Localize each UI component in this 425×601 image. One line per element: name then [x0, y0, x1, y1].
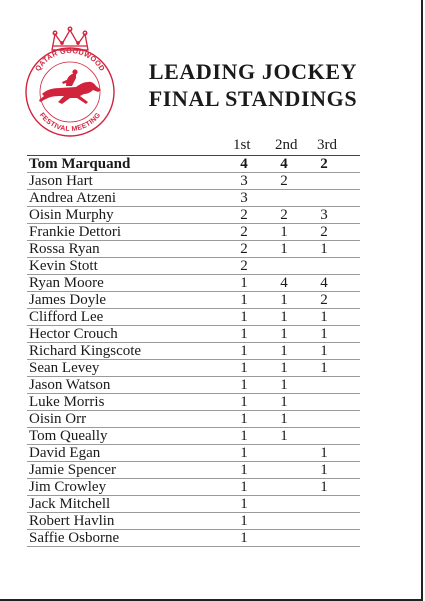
wins-3rd: 4 — [320, 275, 328, 291]
wins-2nd: 4 — [280, 156, 288, 172]
table-row — [27, 496, 360, 513]
table-row — [27, 241, 360, 258]
jockey-name: Hector Crouch — [29, 326, 118, 342]
wins-2nd: 2 — [280, 207, 288, 223]
logo-top-text: QATAR GOODWOOD — [33, 45, 108, 73]
table-row — [27, 343, 360, 360]
table-row — [27, 292, 360, 309]
wins-1st: 1 — [240, 496, 248, 512]
wins-1st: 1 — [240, 394, 248, 410]
wins-2nd: 1 — [280, 343, 288, 359]
logo-bottom-text: FESTIVAL MEETING — [37, 111, 103, 134]
table-row — [27, 360, 360, 377]
table-row — [27, 462, 360, 479]
wins-3rd: 1 — [320, 360, 328, 376]
table-row — [27, 173, 360, 190]
wins-3rd: 1 — [320, 445, 328, 461]
table-row — [27, 326, 360, 343]
table-row — [27, 309, 360, 326]
jockey-name: Robert Havlin — [29, 513, 115, 529]
jockey-name: Jason Hart — [29, 173, 93, 189]
wins-2nd: 1 — [280, 394, 288, 410]
wins-1st: 1 — [240, 479, 248, 495]
column-header-3rd: 3rd — [317, 137, 337, 153]
wins-3rd: 1 — [320, 309, 328, 325]
jockey-name: Luke Morris — [29, 394, 105, 410]
jockey-name: Oisin Orr — [29, 411, 87, 427]
table-row — [27, 258, 360, 275]
jockey-name: Jamie Spencer — [29, 462, 117, 478]
wins-1st: 2 — [240, 207, 248, 223]
wins-1st: 3 — [240, 173, 248, 189]
table-row — [27, 224, 360, 241]
table-row — [27, 411, 360, 428]
jockey-name: Tom Marquand — [29, 156, 131, 172]
jockey-name: Saffie Osborne — [29, 530, 120, 546]
wins-3rd: 1 — [320, 462, 328, 478]
jockey-name: Jim Crowley — [29, 479, 107, 495]
jockey-name: Sean Levey — [29, 360, 100, 376]
wins-2nd: 2 — [280, 173, 288, 189]
wins-2nd: 1 — [280, 377, 288, 393]
qatar-goodwood-festival-logo-icon — [22, 24, 118, 148]
wins-2nd: 1 — [280, 309, 288, 325]
wins-2nd: 1 — [280, 224, 288, 240]
table-row — [27, 377, 360, 394]
jockey-name: James Doyle — [29, 292, 107, 308]
title-line-2: FINAL STANDINGS — [148, 86, 358, 111]
jockey-name: Oisin Murphy — [29, 207, 114, 223]
jockey-name: Clifford Lee — [29, 309, 104, 325]
table-row — [27, 275, 360, 292]
wins-1st: 1 — [240, 445, 248, 461]
jockey-name: Tom Queally — [29, 428, 108, 444]
column-header-1st: 1st — [233, 137, 251, 153]
wins-3rd: 2 — [320, 224, 328, 240]
table-row — [27, 479, 360, 496]
svg-text:QATAR GOODWOOD — [33, 46, 107, 73]
jockey-name: Rossa Ryan — [29, 241, 100, 257]
table-row — [27, 156, 360, 173]
wins-3rd: 2 — [320, 156, 328, 172]
wins-2nd: 1 — [280, 326, 288, 342]
jockey-name: Jack Mitchell — [29, 496, 111, 512]
wins-2nd: 1 — [280, 360, 288, 376]
column-header-2nd: 2nd — [275, 137, 298, 153]
wins-1st: 2 — [240, 241, 248, 257]
wins-2nd: 1 — [280, 241, 288, 257]
jockey-name: Ryan Moore — [29, 275, 104, 291]
table-row — [27, 190, 360, 207]
table-body — [27, 155, 360, 547]
wins-1st: 1 — [240, 428, 248, 444]
wins-1st: 1 — [240, 513, 248, 529]
wins-1st: 1 — [240, 462, 248, 478]
jockey-name: Frankie Dettori — [29, 224, 122, 240]
page-title — [128, 58, 378, 112]
table-header — [27, 137, 360, 155]
wins-1st: 1 — [240, 411, 248, 427]
jockey-name: Andrea Atzeni — [29, 190, 117, 206]
jockey-name: Richard Kingscote — [29, 343, 142, 359]
table-row — [27, 530, 360, 547]
wins-2nd: 1 — [280, 411, 288, 427]
table-row — [27, 428, 360, 445]
table-row — [27, 394, 360, 411]
wins-3rd: 2 — [320, 292, 328, 308]
wins-3rd: 1 — [320, 326, 328, 342]
table-row — [27, 445, 360, 462]
standings-table — [27, 137, 360, 547]
jockey-name: David Egan — [29, 445, 101, 461]
wins-1st: 1 — [240, 377, 248, 393]
wins-1st: 1 — [240, 275, 248, 291]
wins-1st: 1 — [240, 326, 248, 342]
wins-1st: 2 — [240, 224, 248, 240]
jockey-name: Kevin Stott — [29, 258, 98, 274]
title-line-1: LEADING JOCKEY — [148, 59, 358, 84]
wins-2nd: 4 — [280, 275, 288, 291]
wins-1st: 1 — [240, 343, 248, 359]
wins-3rd: 3 — [320, 207, 328, 223]
wins-1st: 1 — [240, 530, 248, 546]
table-row — [27, 207, 360, 224]
wins-1st: 1 — [240, 292, 248, 308]
wins-2nd: 1 — [280, 428, 288, 444]
table-row — [27, 513, 360, 530]
wins-3rd: 1 — [320, 241, 328, 257]
wins-1st: 1 — [240, 360, 248, 376]
wins-3rd: 1 — [320, 343, 328, 359]
wins-1st: 2 — [240, 258, 248, 274]
wins-1st: 3 — [240, 190, 248, 206]
jockey-name: Jason Watson — [29, 377, 111, 393]
wins-1st: 1 — [240, 309, 248, 325]
wins-3rd: 1 — [320, 479, 328, 495]
wins-1st: 4 — [240, 156, 248, 172]
wins-2nd: 1 — [280, 292, 288, 308]
